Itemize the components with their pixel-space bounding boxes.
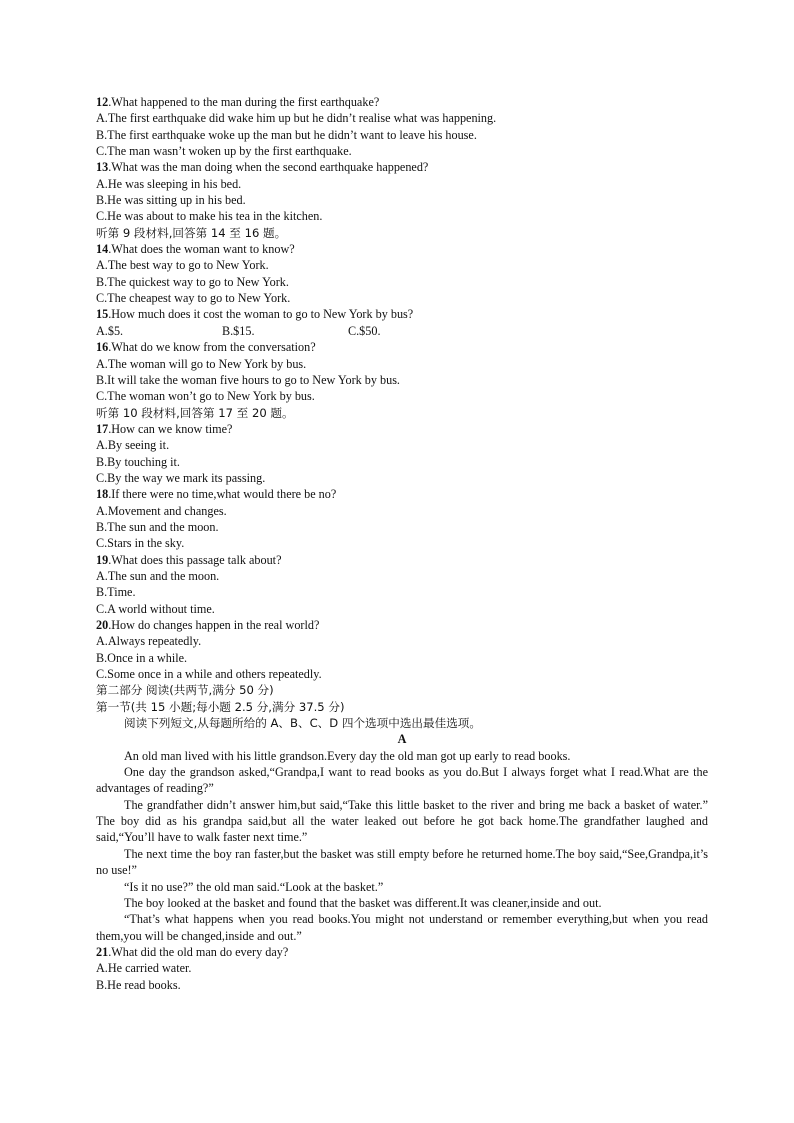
option-21a: A.He carried water. xyxy=(96,961,192,976)
question-text: .What was the man doing when the second earthquake happened? xyxy=(108,160,429,175)
section-heading-9: 听第 9 段材料,回答第 14 至 16 题。 xyxy=(96,225,287,240)
passage-label: A xyxy=(397,732,407,747)
option-21b: B.He read books. xyxy=(96,977,181,992)
option-12c: C.The man wasn’t woken up by the first earthquake. xyxy=(96,144,352,159)
passage-paragraph: The grandfather didn’t answer him,but said,“Take this little basket to the river and bring me back a basket of water.” The boy did as his grandpa said,but all the water leaked out before he got back home.The grandfather laughed and said,“You’ll have to walk faster next time.” xyxy=(96,797,708,845)
question-number: 21 xyxy=(96,944,109,959)
question-text: .How much does it cost the woman to go to New York by bus? xyxy=(108,307,414,322)
option-16a: A.The woman will go to New York by bus. xyxy=(96,356,307,371)
question-15 xyxy=(96,306,708,322)
option-14c: C.The cheapest way to go to New York. xyxy=(96,291,291,306)
option-17b: B.By touching it. xyxy=(96,454,180,469)
question-number: 20 xyxy=(96,618,109,632)
question-20 xyxy=(96,617,708,633)
option-20a: A.Always repeatedly. xyxy=(96,634,202,649)
option-20c: C.Some once in a while and others repeatedly. xyxy=(96,667,322,682)
option-15a: A.$5. xyxy=(96,323,124,338)
question-number: 12 xyxy=(96,95,109,109)
question-12 xyxy=(96,94,708,110)
option-16b: B.It will take the woman five hours to go to New York by bus. xyxy=(96,372,400,387)
question-17 xyxy=(96,421,708,437)
question-text: .What do we know from the conversation? xyxy=(108,340,316,355)
passage-paragraph: “That’s what happens when you read books.You might not understand or remember everything,but when you read them,you will be changed,inside and out.” xyxy=(96,912,708,943)
option-20b: B.Once in a while. xyxy=(96,650,188,665)
option-17a: A.By seeing it. xyxy=(96,438,170,453)
question-number: 17 xyxy=(96,421,109,436)
question-14 xyxy=(96,241,708,257)
option-18b: B.The sun and the moon. xyxy=(96,519,219,534)
document-page xyxy=(96,94,708,993)
question-number: 18 xyxy=(96,487,109,502)
option-19a: A.The sun and the moon. xyxy=(96,568,220,583)
option-19c: C.A world without time. xyxy=(96,601,215,616)
question-number: 14 xyxy=(96,242,109,257)
option-13c: C.He was about to make his tea in the kitchen. xyxy=(96,209,323,224)
option-15b: B.$15. xyxy=(222,323,255,338)
passage-paragraph: The next time the boy ran faster,but the basket was still empty before he returned home.The boy said,“See,Grandpa,it’s no use!” xyxy=(96,846,708,878)
question-text: .What does the woman want to know? xyxy=(108,242,295,257)
option-13b: B.He was sitting up in his bed. xyxy=(96,193,246,208)
question-18 xyxy=(96,486,708,502)
question-text: .How can we know time? xyxy=(108,421,233,436)
option-19b: B.Time. xyxy=(96,585,136,600)
question-21 xyxy=(96,944,708,960)
question-number: 13 xyxy=(96,160,109,175)
question-text: .How do changes happen in the real world? xyxy=(108,618,320,632)
question-13 xyxy=(96,159,708,175)
option-18a: A.Movement and changes. xyxy=(96,503,227,518)
part-two-heading: 第二部分 阅读(共两节,满分 50 分) xyxy=(96,683,274,698)
option-14a: A.The best way to go to New York. xyxy=(96,258,269,273)
option-15c: C.$50. xyxy=(348,323,381,338)
question-number: 19 xyxy=(96,552,109,567)
option-13a: A.He was sleeping in his bed. xyxy=(96,176,242,191)
option-17c: C.By the way we mark its passing. xyxy=(96,470,266,485)
passage-paragraph: The boy looked at the basket and found that the basket was different.It was cleaner,inside and out. xyxy=(124,895,602,910)
reading-instructions: 阅读下列短文,从每题所给的 A、B、C、D 四个选项中选出最佳选项。 xyxy=(124,716,481,731)
option-12a: A.The first earthquake did wake him up but he didn’t realise what was happening. xyxy=(96,111,497,126)
passage-paragraph: An old man lived with his little grandson.Every day the old man got up early to read books. xyxy=(124,748,571,763)
question-19 xyxy=(96,552,708,568)
option-14b: B.The quickest way to go to New York. xyxy=(96,274,289,289)
question-number: 15 xyxy=(96,307,109,322)
question-16 xyxy=(96,339,708,355)
question-text: .What does this passage talk about? xyxy=(108,552,282,567)
option-18c: C.Stars in the sky. xyxy=(96,536,185,551)
question-text: .What did the old man do every day? xyxy=(108,944,289,959)
question-text: .What happened to the man during the first earthquake? xyxy=(108,95,380,109)
part-two-section-one-heading: 第一节(共 15 小题;每小题 2.5 分,满分 37.5 分) xyxy=(96,699,345,714)
option-12b: B.The first earthquake woke up the man but he didn’t want to leave his house. xyxy=(96,127,477,142)
section-heading-10: 听第 10 段材料,回答第 17 至 20 题。 xyxy=(96,405,294,420)
passage-paragraph: One day the grandson asked,“Grandpa,I want to read books as you do.But I always forget what I read.What are the advantages of reading?” xyxy=(96,765,708,796)
question-number: 16 xyxy=(96,340,109,355)
option-16c: C.The woman won’t go to New York by bus. xyxy=(96,389,315,404)
passage-paragraph: “Is it no use?” the old man said.“Look at the basket.” xyxy=(124,879,384,894)
question-text: .If there were no time,what would there be no? xyxy=(108,487,337,502)
options-15 xyxy=(96,323,708,339)
